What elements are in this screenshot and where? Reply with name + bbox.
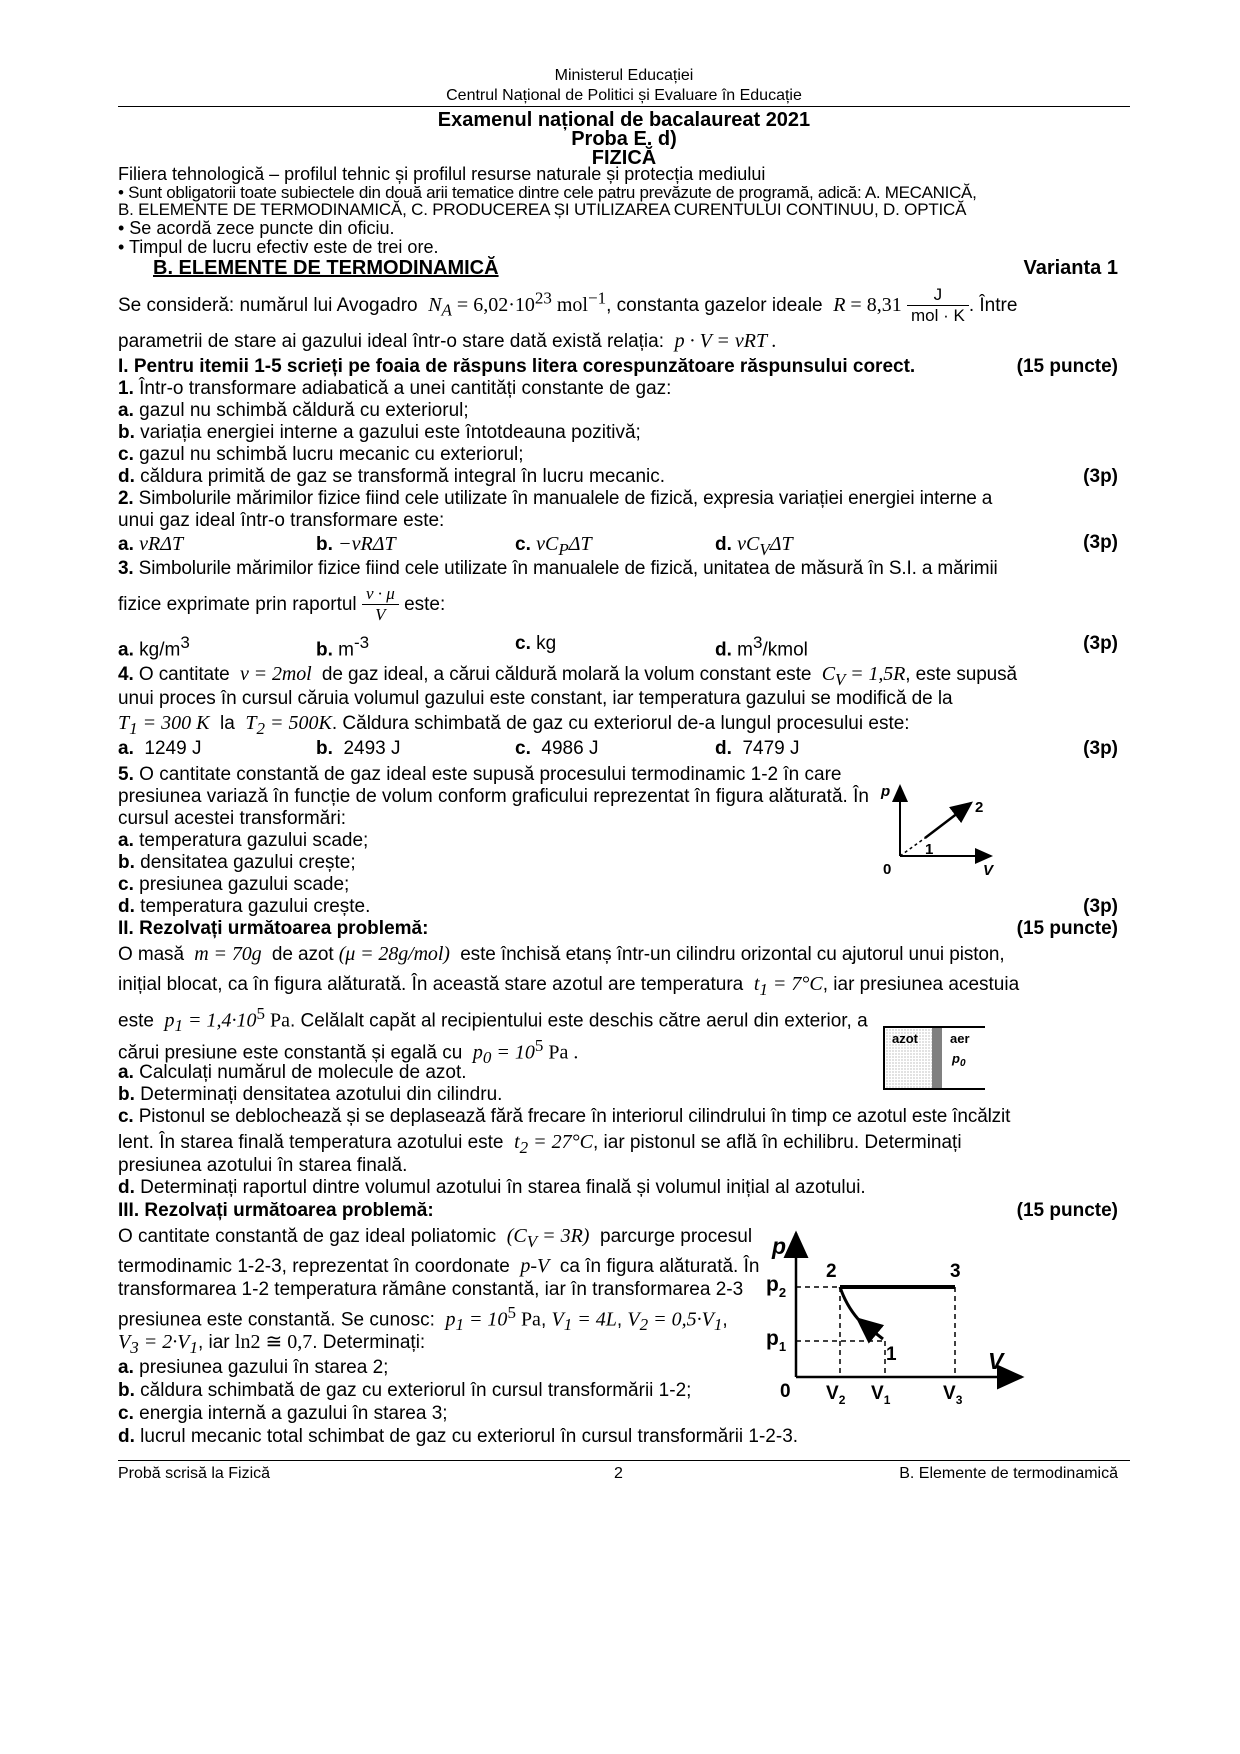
cylinder-figure [880,1023,990,1093]
p2-item-d: d. Determinați raportul dintre volumul azotului în starea finală și volumul inițial al azotului. [118,1177,866,1198]
p3-item-b: b. căldura schimbată de gaz cu exteriorul în cursul transformării 1-2; [118,1380,692,1401]
q5-label-state-1: 1 [925,841,934,858]
q5-dashed-origin-line [900,838,925,856]
q2-option-d: d. $\nu C_V\Delta T$ [715,533,793,559]
q2-option-b: b. −νRΔT [316,533,396,555]
q1-option-d: d. căldura primită de gaz se transformă integral în lucru mecanic. [118,466,666,487]
part1-heading: I. Pentru itemii 1-5 scrieți pe foaia de răspuns litera corespunzătoare răspunsului corect. [118,356,916,377]
p3-label-state-1: 1 [886,1344,897,1365]
center-name: Centrul Național de Politici și Evaluare în Educație [446,87,802,104]
q5-stem-1: 5. O cantitate constantă de gaz ideal este supusă procesului termodinamic 1-2 în care [118,764,842,785]
q5-process-line [925,803,971,838]
p3-label-state-3: 3 [950,1261,961,1282]
q2-option-a: a. νRΔT [118,533,184,555]
q5-stem-2: presiunea variază în funcție de volum conform graficului reprezentat în figura alăturată. În [118,786,869,807]
exam-rule-3: • Timpul de lucru efectiv este de trei ore. [118,237,439,257]
q4-points: (3p) [1083,738,1118,759]
ratio-fraction: $\frac{\nu \cdot \mu}{V}$ [362,584,399,626]
p3-label-v1: $V_1$ [871,1383,891,1407]
q5-option-b: b. densitatea gazului crește; [118,852,356,873]
q4-stem-1: 4. O cantitate ν = 2mol de gaz ideal, a cărui căldură molară la volum constant este $C_V = 1,5R$, este supusă [118,663,1017,689]
q2-stem-2: unui gaz ideal într-o transformare este: [118,510,445,531]
exam-rule-2: • Se acordă zece puncte din oficiu. [118,218,395,238]
q5-stem-3: cursul acestei transformări: [118,808,347,829]
q3-option-a: a. $kg/m^3$ [118,633,190,661]
p2-item-b: b. Determinați densitatea azotului din cilindru. [118,1084,503,1105]
p2-line-2: inițial blocat, ca în figura alăturată. În această stare azotul are temperatura $t_1 = 7^\circ C$, iar presiunea acestuia [118,973,1020,999]
q1-option-b: b. variația energiei interne a gazului este întotdeauna pozitivă; [118,422,641,443]
q4-stem-3: $T_1 = 300$ K la $T_2 = 500K$. Căldura schimbată de gaz cu exteriorul de-a lungul procesului este: [118,712,910,738]
q3-option-c: c. kg [515,633,557,654]
p3-line-3: transformarea 1-2 temperatura rămâne constantă, iar în transformarea 2-3 [118,1279,744,1300]
p3-item-a: a. presiunea gazului în starea 2; [118,1357,389,1378]
q5-label-p: p [881,783,891,800]
exam-rule-1b: B. ELEMENTE DE TERMODINAMICĂ, C. PRODUCEREA ȘI UTILIZAREA CURENTULUI CONTINUU, D. OPTICĂ [118,200,967,219]
constants-line: Se consideră: numărul lui Avogadro $N_A = 6,02\cdot 10^{23}$ mol$^{-1}$, constanta gazelor ideale R = 8,31 $\frac{J}{\text{mol · K}}$ . Între [118,285,1018,326]
footer-rule [118,1460,1130,1461]
section-title: B. ELEMENTE DE TERMODINAMICĂ [153,257,499,279]
p3-label-p: p [772,1233,787,1259]
q1-option-a: a. gazul nu schimbă căldură cu exteriorul; [118,400,469,421]
p2-line-3: este $p_1 = 1,4\cdot 10^5$ Pa. Celălalt capăt al recipientului este deschis către aerul din exterior, a [118,1004,868,1036]
p2-line-4: cărui presiune este constantă și egală cu $p_0 = 10^5$ Pa . [118,1036,579,1068]
state-equation-line: parametrii de stare ai gazului ideal într-o stare dată există relația: p · V = νRT . [118,330,777,352]
p3-line-1: O cantitate constantă de gaz ideal poliatomic $(C_V = 3R)$ parcurge procesul [118,1225,753,1251]
label-azot: azot [892,1031,918,1046]
exam-proba: Proba E. d) [571,128,677,150]
exam-subject: FIZICĂ [591,147,657,169]
q2-points: (3p) [1083,532,1118,553]
p3-label-v2: $V_2$ [826,1383,846,1407]
q5-option-d: d. temperatura gazului crește. [118,896,371,917]
q1-points: (3p) [1083,466,1118,487]
p3-label-origin: 0 [780,1381,791,1402]
exam-page [118,0,1130,1754]
q1-stem: 1. Într-o transformare adiabatică a unei cantități constante de gaz: [118,378,672,399]
p3-label-v3: $V_3$ [943,1383,963,1407]
p3-isotherm-arrow [858,1319,883,1339]
p3-pv-diagram [758,1223,1030,1415]
footer-right: B. Elemente de termodinamică [899,1465,1118,1482]
exam-title: Examenul național de bacalaureat 2021 [437,109,811,131]
p2-line-1: O masă m = 70g de azot (μ = 28g/mol) este închisă etanș într-un cilindru orizontal cu ajutorul unui piston, [118,943,1005,965]
ministry-name: Ministerul Educației [554,67,694,84]
p3-item-c: c. energia internă a gazului în starea 3; [118,1403,448,1424]
q3-points: (3p) [1083,633,1118,654]
footer-page-number: 2 [614,1465,623,1482]
piston [932,1027,942,1089]
p3-line-4: presiunea este constantă. Se cunosc: $p_1 = 10^5$ Pa, $V_1 = 4L$, $V_2 = 0,5\cdot V_1$, [118,1303,728,1335]
header-rule [118,106,1130,107]
q4-option-c: c. 4986 J [515,738,599,759]
part3-points: (15 puncte) [1016,1200,1118,1221]
label-p0: $p_0$ [952,1051,966,1069]
q3-stem-1: 3. Simbolurile mărimilor fizice fiind cele utilizate în manualele de fizică, unitatea de măsură în S.I. a mărimii [118,558,998,579]
q5-option-a: a. temperatura gazului scade; [118,830,369,851]
q2-option-c: c. $\nu C_P\Delta T$ [515,533,592,559]
q5-pv-graph [873,776,1003,880]
q5-label-state-2: 2 [975,799,984,816]
p3-isotherm-1-2 [840,1287,858,1319]
q3-stem-2: fizice exprimate prin raportul $\frac{\nu \cdot \mu}{V}$ este: [118,584,446,625]
q1-option-c: c. gazul nu schimbă lucru mecanic cu exteriorul; [118,444,524,465]
p3-line-5: $V_3 = 2\cdot V_1$, iar ln2 ≅ 0,7. Determinați: [118,1331,426,1357]
q3-option-d: d. $m^3$/kmol [715,633,808,661]
p3-label-p1: $p_1$ [766,1327,787,1354]
q4-option-d: d. 7479 J [715,738,800,759]
p2-item-a: a. Calculați numărul de molecule de azot. [118,1062,467,1083]
p2-item-c-3: presiunea azotului în starea finală. [118,1155,408,1176]
q5-points: (3p) [1083,896,1118,917]
part1-points: (15 puncte) [1016,356,1118,377]
part2-points: (15 puncte) [1016,918,1118,939]
q2-stem-1: 2. Simbolurile mărimilor fizice fiind cele utilizate în manualele de fizică, expresia variației energiei interne a [118,488,993,509]
p3-line-2: termodinamic 1-2-3, reprezentat în coordonate p-V ca în figura alăturată. În [118,1255,760,1277]
p3-item-d: d. lucrul mecanic total schimbat de gaz cu exteriorul în cursul transformării 1-2-3. [118,1426,799,1447]
footer-left: Probă scrisă la Fizică [118,1465,271,1482]
p3-label-p2: $p_2$ [766,1273,787,1300]
exam-rule-1a: • Sunt obligatorii toate subiectele din două arii tematice dintre cele patru prevăzute de programă, adică: A. MECANICĂ, [118,183,977,202]
q4-stem-2: unui proces în cursul căruia volumul gazului este constant, iar temperatura gazului se modifică de la [118,688,953,709]
exam-filiera: Filiera tehnologică – profilul tehnic și profilul resurse naturale și protecția mediului [118,164,766,184]
p2-item-c-2: lent. În starea finală temperatura azotului este $t_2 = 27^\circ C$, iar pistonul se află în echilibru. Determinați [118,1131,962,1157]
p3-label-v: V [988,1348,1004,1374]
q3-option-b: b. $m^{-3}$ [316,633,370,661]
label-aer: aer [950,1031,970,1046]
p2-item-c-1: c. Pistonul se deblochează și se deplasează fără frecare în interiorul cilindrului în timp ce azotul este încălzit [118,1106,1011,1127]
q4-option-a: a. 1249 J [118,738,202,759]
q5-label-origin: 0 [883,861,892,878]
p3-label-state-2: 2 [826,1261,837,1282]
part2-heading: II. Rezolvați următoarea problemă: [118,918,429,939]
q4-option-b: b. 2493 J [316,738,401,759]
variant-label: Varianta 1 [1023,257,1118,279]
gas-constant-unit: $\frac{J}{\text{mol · K}}$ [907,285,969,327]
q5-option-c: c. presiunea gazului scade; [118,874,350,895]
part3-heading: III. Rezolvați următoarea problemă: [118,1200,434,1221]
q5-label-v: V [983,862,994,879]
